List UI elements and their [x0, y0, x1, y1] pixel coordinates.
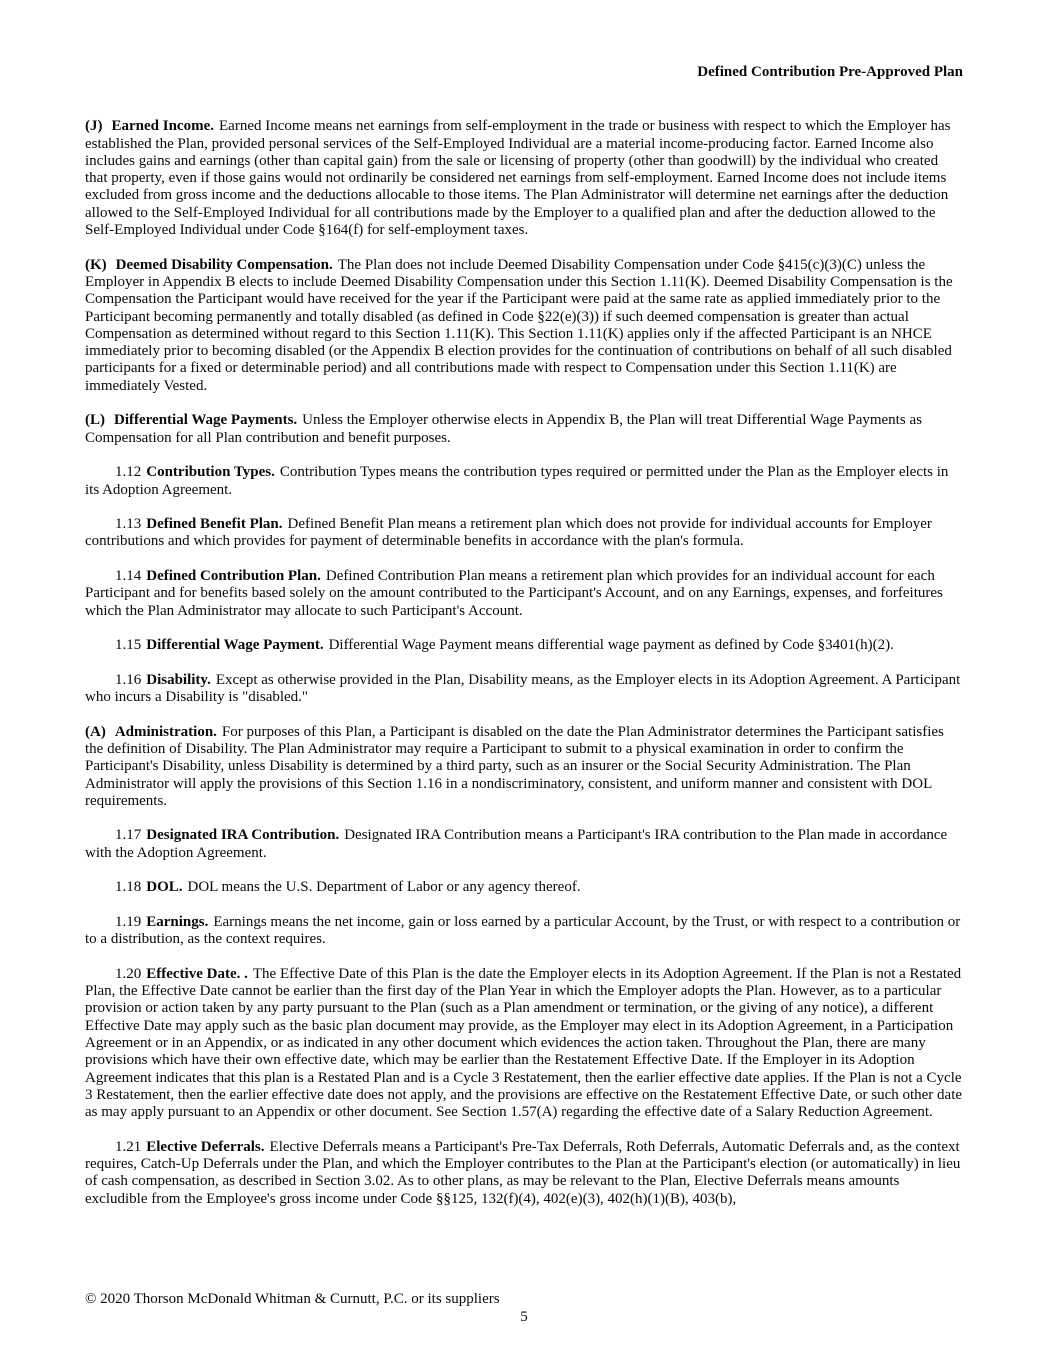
paragraph-differential-wage-payments: [85, 412, 963, 447]
paragraph-administration: [85, 724, 963, 810]
paragraph-dol: [85, 879, 963, 896]
paragraph-disability: [85, 672, 963, 707]
paragraph-earnings: [85, 914, 963, 949]
paragraph-heading: Defined Contribution Plan.: [146, 568, 321, 585]
paragraph-body: Except as otherwise provided in the Plan, Disability means, as the Employer elects in its Adoption Agreement. A Participant who incurs a Disability is "disabled.": [85, 671, 961, 706]
paragraph-label: (A): [85, 723, 106, 740]
paragraph-body: Defined Benefit Plan means a retirement plan which does not provide for individual accounts for Employer contributions and which provides for payment of determinable benefits in accordance with the plan's formula.: [85, 516, 932, 550]
paragraph-deemed-disability-compensation: [85, 257, 963, 395]
document-header-title: Defined Contribution Pre-Approved Plan: [697, 64, 963, 80]
paragraph-label: 1.14: [115, 568, 142, 585]
paragraph-heading: Earned Income.: [111, 118, 214, 135]
paragraph-heading: Elective Deferrals.: [146, 1138, 265, 1155]
paragraph-body: Differential Wage Payment means differential wage payment as defined by Code §3401(h)(2).: [328, 637, 894, 654]
paragraph-body: Contribution Types means the contribution types required or permitted under the Plan as the Employer elects in its Adoption Agreement.: [85, 464, 949, 498]
paragraph-body: For purposes of this Plan, a Participant is disabled on the date the Plan Administrator determines the Participant satisfies the definition of Disability. The Plan Administrator may require a Participant to submit to a physical examination in order to confirm the Participant's Disability, unless Disability is determined by a third party, such as an insurer or the Social Security Administration. The Plan Administrator will apply the provisions of this Section 1.16 in a nondiscriminatory, consistent, and uniform manner and consistent with DOL requirements.: [85, 723, 944, 809]
paragraph-heading: Disability.: [146, 671, 211, 688]
paragraph-body: Unless the Employer otherwise elects in Appendix B, the Plan will treat Differential Wage Payments as Compensation for all Plan contribution and benefit purposes.: [85, 412, 922, 446]
paragraph-heading: Defined Benefit Plan.: [146, 516, 283, 533]
paragraph-label: 1.20: [115, 965, 142, 982]
paragraph-label: (J): [85, 118, 103, 135]
paragraph-label: 1.16: [115, 671, 142, 688]
paragraph-body: The Plan does not include Deemed Disability Compensation under Code §415(c)(3)(C) unless the Employer in Appendix B elects to include Deemed Disability Compensation under this Section 1.11(K). Deemed Disability Compensation is the Compensation the Participant would have received for the year if the Participant were paid at the same rate as applied immediately prior to the Participant becoming permanently and totally disabled (as defined in Code §22(e)(3)) if such deemed compensation is greater than actual Compensation as determined without regard to this Section 1.11(K). This Section 1.11(K) applies only if the affected Participant is an NHCE immediately prior to becoming disabled (or the Appendix B election provides for the continuation of contributions on behalf of all such disabled participants for a fixed or determinable period) and all contributions made with respect to Compensation under this Section 1.11(K) are immediately Vested.: [85, 256, 953, 394]
paragraph-earned-income: [85, 118, 963, 239]
paragraph-label: 1.18: [115, 879, 142, 896]
paragraph-effective-date: [85, 966, 963, 1122]
paragraph-body: Designated IRA Contribution means a Participant's IRA contribution to the Plan made in accordance with the Adoption Agreement.: [85, 827, 948, 861]
paragraph-defined-contribution-plan: [85, 568, 963, 620]
paragraph-heading: Effective Date. .: [146, 965, 248, 982]
paragraph-label: (L): [85, 412, 105, 429]
paragraph-body: Defined Contribution Plan means a retirement plan which provides for an individual account for each Participant and for benefits based solely on the amount contributed to the Participant's Account, and on any Earnings, expenses, and forfeitures which the Plan Administrator may allocate to such Participant's Account.: [85, 568, 943, 619]
paragraph-heading: Differential Wage Payment.: [146, 637, 324, 654]
paragraph-defined-benefit-plan: [85, 516, 963, 551]
paragraph-label: 1.12: [115, 464, 142, 481]
paragraph-contribution-types: [85, 464, 963, 499]
paragraph-body: Earnings means the net income, gain or loss earned by a particular Account, by the Trust, or with respect to a contribution or to a distribution, as the context requires.: [85, 913, 961, 948]
paragraph-differential-wage-payment: [85, 637, 963, 654]
paragraph-body: DOL means the U.S. Department of Labor or any agency thereof.: [187, 879, 581, 896]
paragraph-heading: Earnings.: [146, 913, 209, 930]
paragraph-heading: Deemed Disability Compensation.: [115, 256, 333, 273]
paragraph-label: 1.15: [115, 637, 142, 654]
paragraph-heading: Administration.: [114, 723, 217, 740]
paragraph-label: 1.17: [115, 827, 142, 844]
paragraph-body: Earned Income means net earnings from self-employment in the trade or business with respect to which the Employer has established the Plan, provided personal services of the Self-Employed Individual are a material income-producing factor. Earned Income also includes gains and earnings (other than capital gain) from the sale or licensing of property (other than goodwill) by the individual who created that property, even if those gains would not ordinarily be considered net earnings from self-employment. Earned Income does not include items excluded from gross income and the deductions allocable to those items. The Plan Administrator will determine net earnings after the deduction allowed to the Self-Employed Individual for all contributions made by the Employer to a qualified plan and after the deduction allowed to the Self-Employed Individual under Code §164(f) for self-employment taxes.: [85, 118, 951, 239]
footer-page-number: 5: [520, 1309, 528, 1325]
paragraph-body: Elective Deferrals means a Participant's Pre-Tax Deferrals, Roth Deferrals, Automatic Deferrals and, as the context requires, Catch-Up Deferrals under the Plan, and which the Employer contributes to the Plan at the Participant's election (or automatically) in lieu of cash compensation, as described in Section 3.02. As to other plans, as may be relevant to the Plan, Elective Deferrals means amounts excludible from the Employee's gross income under Code §§125, 132(f)(4), 402(e)(3), 402(h)(1)(B), 403(b),: [85, 1138, 961, 1207]
paragraph-label: (K): [85, 256, 107, 273]
document-content: [85, 64, 963, 1225]
paragraph-label: 1.21: [115, 1138, 142, 1155]
paragraph-designated-ira-contribution: [85, 827, 963, 862]
paragraph-heading: Differential Wage Payments.: [114, 412, 298, 429]
paragraph-body: The Effective Date of this Plan is the date the Employer elects in its Adoption Agreement. If the Plan is not a Restated Plan, the Effective Date cannot be earlier than the first day of the Plan Year in which the Employer adopts the Plan. However, as to a particular provision or action taken by any party pursuant to the Plan (such as a Plan amendment or termination, or the giving of any notice), a different Effective Date may apply such as the basic plan document may provide, as the Employer may elect in its Adoption Agreement, in a Participation Agreement or in an Appendix, or as indicated in any other document which evidences the action taken. Throughout the Plan, there are many provisions which have their own effective date, which may be earlier than the Restatement Effective Date. If the Employer in its Adoption Agreement indicates that this plan is a Restated Plan and is a Cycle 3 Restatement, then the earlier effective date applies. If the Plan is not a Cycle 3 Restatement, then the earlier effective date does not apply, and the provisions are effective on the Restatement Effective Date, or such other date as may apply pursuant to an Appendix or other document. See Section 1.57(A) regarding the effective date of a Salary Reduction Agreement.: [85, 965, 963, 1121]
footer-copyright: © 2020 Thorson McDonald Whitman & Curnutt, P.C. or its suppliers: [85, 1291, 500, 1307]
paragraph-label: 1.13: [115, 516, 142, 533]
paragraph-label: 1.19: [115, 913, 142, 930]
paragraph-heading: DOL.: [146, 879, 183, 896]
paragraph-elective-deferrals: [85, 1139, 963, 1208]
paragraph-heading: Contribution Types.: [146, 464, 275, 481]
paragraph-heading: Designated IRA Contribution.: [146, 827, 340, 844]
